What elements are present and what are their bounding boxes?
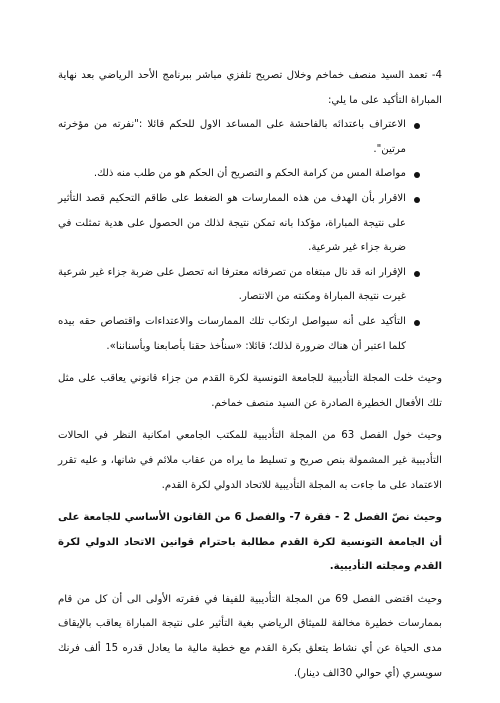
bullet-text: الاعتراف باعتدائه بالفاحشة على المساعد الاول للحكم قائلا :"نفرته من مؤخرته مرتين". xyxy=(58,119,406,155)
paragraph-article-63: وحيث خول الفصل 63 من المجلة التأديبية للمكتب الجامعي امكانية النظر في الحالات التأديبية غير المشمولة بنص صريح و تسليط ما يراه من عقاب ملائم في شانها، و عليه تقرر الاعتماد على ما جاءت به المجلة التأديبية للاتحاد الدولي لكرة القدم. xyxy=(58,430,442,491)
bullet-dot-icon xyxy=(414,172,420,178)
bullet-text: التأكيد على أنه سيواصل ارتكاب تلك الممارسات والاعتداءات واقتصاص حقه بيده كلما اعتبر أن هناك ضرورة لذلك؛ قائلا: «سناُخذ حقنا بأصابعنا وبأسناننا». xyxy=(58,315,406,352)
bullet-item xyxy=(58,162,442,187)
paragraph-intro: 4- تعمد السيد منصف خماخم وخلال تصريح تلفزي مباشر ببرنامج الأحد الرياضي بعد نهاية المباراة التأكيد على ما يلي: xyxy=(58,70,442,106)
bullet-item xyxy=(58,310,442,359)
bullet-text: الاقرار بأن الهدف من هذه الممارسات هو الضغط على طاقم التحكيم قصد التأثير على نتيجة المباراة، مؤكدا بانه تمكن نتيجة لذلك من الحصول على هدية تمثلت في ضربة جزاء غير شرعية. xyxy=(58,192,406,254)
bullet-item xyxy=(58,187,442,261)
bullet-text: الإقرار انه قد نال مبتغاه من تصرفاته معترفا انه تحصل على ضربة جزاء غير شرعية غيرت نتيجة المباراة ومكنته من الانتصار. xyxy=(58,266,406,303)
paragraph-statute: وحيث نصّ الفصل 2 - فقرة 7- والفصل 6 من القانون الأساسي للجامعة على أن الجامعة التونسية لكرة القدم مطالبة باحترام قوانين الاتحاد الدولي لكرة القدم ومجلته التأديبية. xyxy=(58,512,443,573)
bullet-text: مواصلة المس من كرامة الحكم و التصريح أن الحكم هو من طلب منه ذلك. xyxy=(93,168,406,180)
bullet-dot-icon xyxy=(414,123,420,129)
bullet-item xyxy=(58,261,442,310)
bullet-dot-icon xyxy=(414,320,420,326)
bullet-dot-icon xyxy=(414,271,420,277)
bullet-item xyxy=(58,113,442,162)
paragraph-legal-gap: وحيث خلت المجلة التأديبية للجامعة التونسية لكرة القدم من جزاء قانوني يعاقب على مثل تلك الأفعال الخطيرة الصادرة عن السيد منصف خماخم. xyxy=(58,373,442,409)
bullet-dot-icon xyxy=(414,197,420,203)
paragraph-fifa-article-69: وحيث اقتضى الفصل 69 من المجلة التأديبية للفيفا في فقرته الأولى الى أن كل من قام بممارسات خطيرة مخالفة للميثاق الرياضي بغية التأثير على نتيجة المباراة يعاقب بالإيقاف مدى الحياة عن أي نشاط يتعلق بكرة القدم مع خطية مالية ما يعادل قدره 15 ألف فرنك سويسري (أي حوالي 30الف دينار). xyxy=(58,593,443,679)
